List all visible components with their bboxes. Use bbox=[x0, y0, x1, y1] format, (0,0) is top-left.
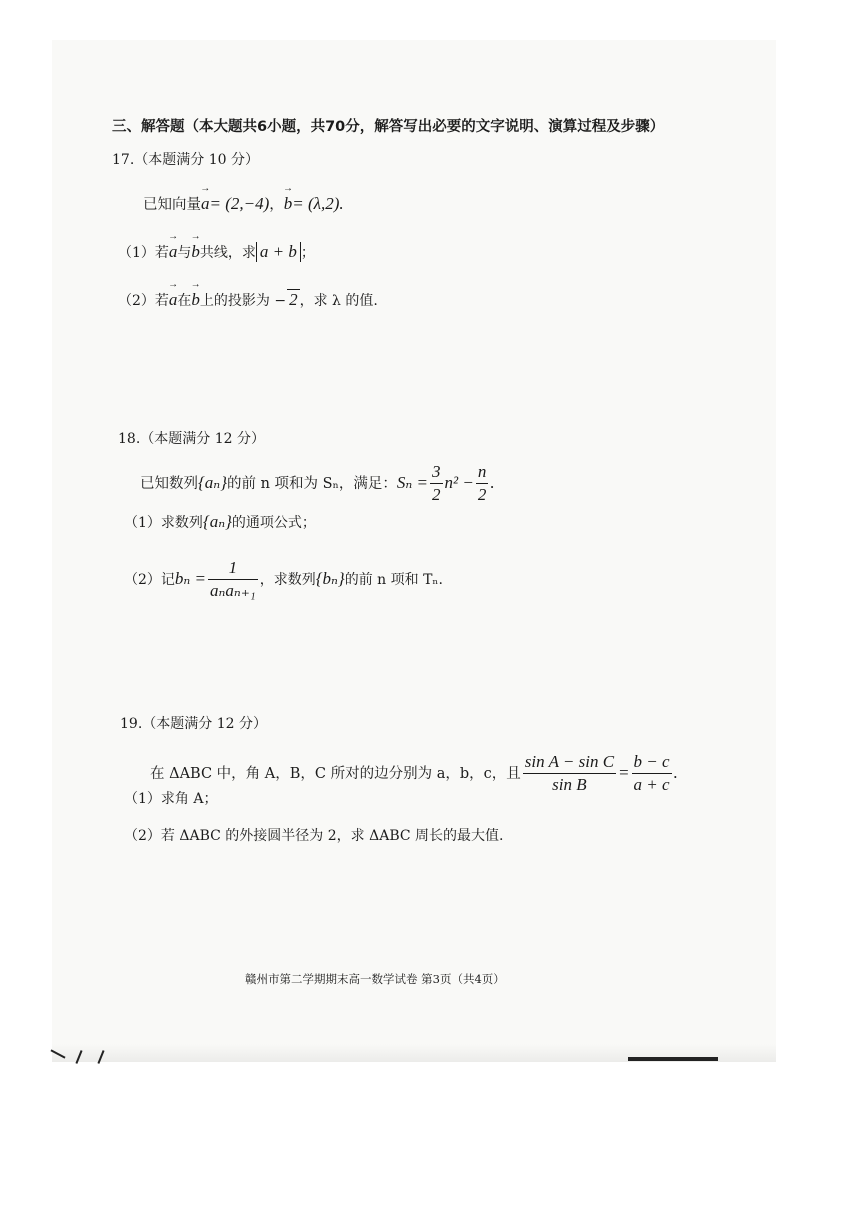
denominator: a + c bbox=[633, 775, 670, 795]
q19-part-1: （1）求角 A； bbox=[124, 791, 218, 807]
part-label: （1）求数列 bbox=[124, 515, 203, 531]
denominator: aₙaₙ₊₁ bbox=[210, 581, 256, 601]
part-label: （2）若 bbox=[118, 293, 169, 309]
part-text: 在 bbox=[177, 293, 192, 309]
intro-text: 的前 n 项和为 Sₙ，满足： bbox=[227, 475, 397, 492]
part-text: ； bbox=[300, 245, 315, 261]
part-text: 与 bbox=[177, 245, 192, 261]
fraction-3-2 bbox=[430, 462, 443, 506]
q19-intro bbox=[150, 752, 678, 796]
part-text: 的通项公式； bbox=[231, 515, 316, 531]
sqrt-2: 2 bbox=[289, 290, 298, 309]
separator: ， bbox=[269, 197, 284, 213]
numerator: 3 bbox=[430, 462, 443, 484]
part-text: 上的投影为 − bbox=[199, 293, 287, 309]
q18-part-1 bbox=[124, 512, 316, 532]
q17-part-2 bbox=[118, 288, 378, 310]
q18-intro bbox=[140, 462, 495, 506]
sn-lhs: Sₙ = bbox=[396, 472, 428, 492]
q17-header: 17.（本题满分 10 分） bbox=[112, 152, 259, 168]
part-text: ，求 λ 的值. bbox=[299, 293, 378, 309]
q19-header: 19.（本题满分 12 分） bbox=[120, 716, 267, 732]
sn-end: . bbox=[490, 472, 495, 492]
intro-text: 在 ΔABC 中，角 A，B，C 所对的边分别为 a，b，c，且 bbox=[150, 765, 521, 782]
numerator: sin A − sin C bbox=[523, 752, 616, 774]
q18-header: 18.（本题满分 12 分） bbox=[118, 431, 265, 447]
fraction-sides bbox=[632, 752, 672, 796]
vector-b: → b bbox=[191, 240, 200, 262]
vector-b: → b bbox=[191, 288, 200, 310]
q19-part-2: （2）若 ΔABC 的外接圆半径为 2，求 ΔABC 周长的最大值. bbox=[124, 828, 504, 844]
q18-part-2 bbox=[124, 558, 443, 602]
fraction-1-over-anan1 bbox=[208, 558, 258, 602]
vector-b-value: = (λ,2). bbox=[292, 194, 344, 213]
vector-a: → a bbox=[169, 288, 178, 310]
numerator: 1 bbox=[208, 558, 258, 580]
numerator: n bbox=[476, 462, 489, 484]
sequence-b: {bₙ} bbox=[315, 568, 345, 588]
sequence-a: {aₙ} bbox=[198, 472, 227, 492]
vector-b: → b bbox=[284, 192, 293, 214]
intro-text: 已知数列 bbox=[140, 475, 198, 492]
page-footer: 赣州市第二学期期末高一数学试卷 第3页（共4页） bbox=[245, 972, 505, 986]
vector-a-value: = (2,−4) bbox=[209, 194, 270, 213]
vector-a: → a bbox=[169, 240, 178, 262]
denominator: sin B bbox=[552, 775, 587, 795]
part-text: 的前 n 项和 Tₙ. bbox=[344, 571, 443, 588]
part-label: （1）若 bbox=[118, 245, 169, 261]
intro-end: . bbox=[673, 762, 678, 782]
part-text: 共线，求 bbox=[199, 245, 256, 261]
scan-mark bbox=[628, 1057, 718, 1061]
denominator: 2 bbox=[477, 485, 487, 505]
q17-intro bbox=[143, 192, 344, 214]
q17-intro-text: 已知向量 bbox=[143, 197, 201, 213]
q17-part-1 bbox=[118, 240, 315, 262]
abs-a-plus-b: a + b bbox=[256, 242, 301, 262]
denominator: 2 bbox=[432, 485, 441, 505]
fraction-n-2 bbox=[476, 462, 489, 506]
section-header: 三、解答题（本大题共6小题，共70分，解答写出必要的文字说明、演算过程及步骤） bbox=[112, 119, 665, 135]
sequence-a: {aₙ} bbox=[202, 512, 232, 531]
vector-a: → a bbox=[201, 192, 210, 214]
fraction-sin bbox=[523, 752, 616, 796]
bn-lhs: bₙ = bbox=[174, 568, 207, 588]
equals-sign: = bbox=[618, 762, 630, 782]
numerator: b − c bbox=[632, 752, 672, 774]
part-text: ，求数列 bbox=[259, 571, 316, 588]
sn-mid: n² − bbox=[444, 472, 474, 492]
part-label: （2）记 bbox=[124, 571, 175, 588]
